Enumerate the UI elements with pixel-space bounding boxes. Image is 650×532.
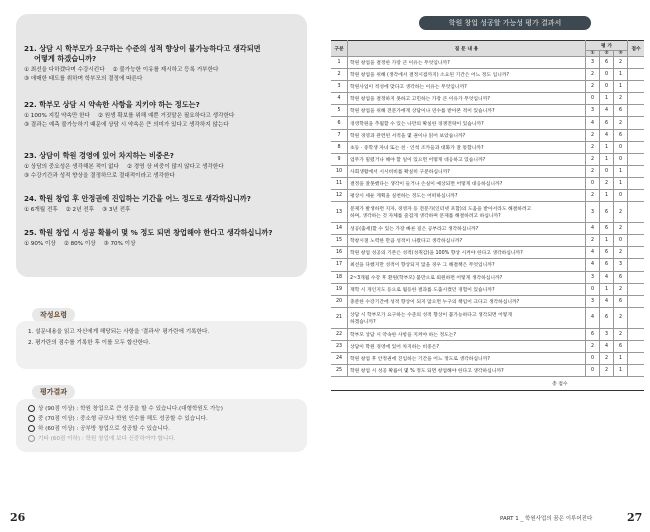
row-no: 1 [331, 57, 348, 69]
header-no: 구분 [331, 41, 348, 57]
option-text: 2년 전후 [72, 207, 95, 213]
row-no: 7 [331, 129, 348, 141]
option-3[interactable] [24, 121, 229, 130]
row-score: 2 [614, 328, 628, 340]
question-25 [24, 228, 299, 249]
option-text: 3년 전후 [108, 207, 131, 213]
row-score: 6 [600, 57, 614, 69]
row-score: 6 [600, 307, 614, 328]
header-sum: 점수 [628, 41, 645, 57]
row-question: 학원 창업 시 성공 확률이 몇 % 정도 되면 창업해야 한다고 생각하십니까? [348, 365, 586, 377]
question-24 [24, 194, 299, 215]
row-question: 학원 창업을 위해 (생각에서 결정시점까지) 소요된 기간은 어느 정도 입니까? [348, 69, 586, 81]
table-row [331, 69, 644, 81]
row-question: 충분한 수강기간에 성적 향상이 되지 않으면 누구의 책임이 크다고 생각하십니까? [348, 295, 586, 307]
row-score: 4 [600, 271, 614, 283]
table-row [331, 259, 644, 271]
row-sum-cell[interactable] [628, 328, 645, 340]
result-label: 평가결과 [32, 385, 75, 399]
row-score: 3 [586, 57, 600, 69]
option-3[interactable] [24, 172, 175, 181]
row-sum-cell[interactable] [628, 165, 645, 177]
row-score: 0 [586, 365, 600, 377]
row-score: 2 [586, 340, 600, 352]
row-question: 성공(출세)할 수 있는 가장 빠른 길은 공부라고 생각하십니까? [348, 223, 586, 235]
option-text: 90% 이상 [30, 241, 56, 247]
option-text: 100% 지킬 약속만 한다 [30, 113, 90, 119]
row-no: 22 [331, 328, 348, 340]
row-no: 14 [331, 223, 348, 235]
row-score: 2 [614, 283, 628, 295]
row-score: 6 [614, 295, 628, 307]
row-sum-cell[interactable] [628, 340, 645, 352]
table-row [331, 328, 644, 340]
option-mark: ③ [24, 173, 30, 179]
circle-bullet-icon [28, 425, 35, 432]
option-1[interactable] [24, 66, 105, 75]
option-text: 불가능한 이유를 제시하고 등록 거부한다 [119, 67, 219, 73]
option-1[interactable] [24, 163, 119, 172]
table-row [331, 129, 644, 141]
row-score: 3 [586, 271, 600, 283]
row-score: 0 [600, 69, 614, 81]
row-sum-cell[interactable] [628, 307, 645, 328]
row-no: 13 [331, 202, 348, 223]
option-3[interactable] [104, 240, 136, 249]
option-mark: ② [112, 67, 118, 73]
row-score: 1 [600, 283, 614, 295]
question-23 [24, 151, 299, 181]
row-score: 1 [600, 235, 614, 247]
row-score: 4 [586, 223, 600, 235]
row-score: 0 [586, 352, 600, 364]
row-score: 2 [614, 202, 628, 223]
table-row [331, 117, 644, 129]
question-box [16, 14, 307, 277]
row-question: 경영학원을 추월할 수 있는 나만의 확실한 경쟁전략이 있습니까? [348, 117, 586, 129]
row-no: 4 [331, 93, 348, 105]
row-score: 6 [600, 223, 614, 235]
row-question: 학원 경영과 관련된 서적을 몇 권이나 읽어 보았습니까? [348, 129, 586, 141]
row-no: 19 [331, 283, 348, 295]
option-2[interactable] [113, 66, 219, 75]
option-text: 수강기간과 성적 향상을 결정하므로 절대적이라고 생각한다 [30, 173, 175, 179]
row-sum-cell[interactable] [628, 190, 645, 202]
row-question: 재학 시 개인지도 등으로 월등한 결과를 도출시켰던 경험이 있습니까? [348, 283, 586, 295]
row-sum-cell[interactable] [628, 153, 645, 165]
row-no: 17 [331, 259, 348, 271]
row-question: 최선을 다했지만 성적이 향상되지 않을 경우 그 해결책은 무엇입니까? [348, 259, 586, 271]
row-score: 1 [614, 165, 628, 177]
right-page [325, 0, 650, 532]
row-score: 0 [614, 235, 628, 247]
table-row [331, 153, 644, 165]
table-row [331, 352, 644, 364]
result-text: 하 (60점 이상) : 공부방 창업으로 성공할 수 있습니다. [38, 426, 171, 432]
question-title-cont: 어떻게 하겠습니까? [34, 54, 97, 63]
table-row [331, 165, 644, 177]
result-line [16, 404, 307, 414]
row-score: 3 [586, 295, 600, 307]
row-question: 업무가 밀렸거나 해야 할 일이 있으면 어떻게 대응하고 있습니까? [348, 153, 586, 165]
row-score: 4 [600, 295, 614, 307]
table-row [331, 190, 644, 202]
row-sum-cell[interactable] [628, 105, 645, 117]
circle-bullet-icon [28, 435, 35, 442]
option-mark: ① [24, 241, 30, 247]
row-score: 6 [614, 129, 628, 141]
row-question: 학부모 상담 시 약속한 사항을 지켜야 하는 정도는? [348, 328, 586, 340]
result-line [16, 424, 307, 434]
row-sum-cell[interactable] [628, 69, 645, 81]
row-sum-cell[interactable] [628, 352, 645, 364]
guide-line: 2. 평가란의 점수를 기록한 후 이를 모두 합산한다. [28, 340, 151, 346]
row-question: 학창시절 노력한 만큼 성적이 나왔다고 생각하십니까? [348, 235, 586, 247]
row-score: 2 [614, 247, 628, 259]
option-text: 결과는 예측 불가능하기 때문에 상담 시 약속은 큰 의미가 있다고 생각하지 않는다 [30, 122, 229, 128]
option-2[interactable] [98, 112, 234, 121]
row-no: 18 [331, 271, 348, 283]
row-score: 6 [614, 340, 628, 352]
row-sum-cell[interactable] [628, 259, 645, 271]
row-question: 학원 창업을 결정한 가장 큰 이유는 무엇입니까? [348, 57, 586, 69]
row-score: 0 [586, 283, 600, 295]
row-question: 문제가 발생하면 지자, 경영자 등 전문가(인터넷 포함)의 도움을 받아서라도 해결하려고 하며, 생각하는 것 자체를 즐겁게 생각하며 문제를 해결하려고 하십니까? [348, 202, 586, 223]
row-no: 20 [331, 295, 348, 307]
row-no: 16 [331, 247, 348, 259]
row-no: 23 [331, 340, 348, 352]
row-score: 0 [586, 177, 600, 189]
row-sum-cell[interactable] [628, 365, 645, 377]
total-row [331, 377, 644, 391]
row-score: 1 [614, 365, 628, 377]
table-row [331, 105, 644, 117]
table-row [331, 141, 644, 153]
option-mark: ③ [103, 241, 109, 247]
option-1[interactable] [24, 240, 56, 249]
row-no: 25 [331, 365, 348, 377]
row-score: 0 [600, 81, 614, 93]
row-score: 1 [600, 190, 614, 202]
result-line [16, 434, 307, 444]
page-number-left: 26 [10, 511, 26, 524]
row-no: 9 [331, 153, 348, 165]
total-cell[interactable] [628, 377, 645, 391]
evaluation-table [331, 40, 644, 391]
row-question: 결정을 잘못했다는 생각이 들거나 손실이 예상되면 어떻게 대응하십니까? [348, 177, 586, 189]
table-row [331, 202, 644, 223]
row-question: 학원 창업 성공의 기본은 성적(성취감)을 100% 향상 시켜야 한다고 생각하십니까? [348, 247, 586, 259]
option-3[interactable] [24, 75, 142, 84]
row-sum-cell[interactable] [628, 235, 645, 247]
row-sum-cell[interactable] [628, 295, 645, 307]
question-21 [24, 44, 299, 84]
row-question: 학원사업이 적성에 맞다고 생각하는 이유는 무엇입니까? [348, 81, 586, 93]
page-number-right: 27 [627, 511, 643, 524]
row-sum-cell[interactable] [628, 81, 645, 93]
row-score: 0 [614, 141, 628, 153]
row-score: 2 [586, 153, 600, 165]
row-no: 15 [331, 235, 348, 247]
row-score: 4 [586, 247, 600, 259]
option-mark: ① [24, 207, 30, 213]
header-mark: ① [586, 51, 600, 57]
row-score: 6 [600, 247, 614, 259]
row-question: 학원 창업 후 안정권에 진입하는 기간을 어느 정도로 생각하십니까? [348, 352, 586, 364]
row-score: 2 [614, 117, 628, 129]
row-no: 24 [331, 352, 348, 364]
row-score: 1 [600, 141, 614, 153]
option-text: 최선을 다하겠다며 수강시킨다 [30, 67, 105, 73]
circle-bullet-icon [28, 405, 35, 412]
row-score: 1 [614, 81, 628, 93]
row-no: 11 [331, 177, 348, 189]
row-score: 2 [586, 69, 600, 81]
result-text: 기타 (60점 이하) : 학원 창업에 보다 신중하여야 합니다. [38, 436, 176, 442]
row-score: 4 [586, 307, 600, 328]
row-question: 2~3개월 수강 후 환원(학부모) 불만으로 퇴원하면 어떻게 생각하십니까? [348, 271, 586, 283]
row-score: 2 [586, 81, 600, 93]
guide-line: 1. 설문내용을 읽고 자신에게 해당되는 사항을 '결과서' 평가란에 기록한다. [28, 329, 210, 335]
header-question: 질 문 내 용 [348, 41, 586, 57]
option-mark: ② [65, 207, 71, 213]
question-title: 22. 학부모 상담 시 약속한 사항을 지키야 하는 정도는? [24, 100, 200, 109]
row-no: 10 [331, 165, 348, 177]
row-score: 2 [586, 165, 600, 177]
option-text: 애매한 태도를 취하며 학부모의 결정에 따른다 [30, 76, 143, 82]
row-score: 1 [614, 352, 628, 364]
row-question: 초등 · 중학생 자녀 또는 친 · 인척 조카들과 대화가 잘 통합니까? [348, 141, 586, 153]
option-mark: ① [24, 113, 30, 119]
row-score: 3 [586, 105, 600, 117]
page-footer: PART 1 _ 학원사업의 꿈은 이루어진다 [500, 516, 593, 522]
row-score: 2 [586, 141, 600, 153]
table-row [331, 177, 644, 189]
row-no: 21 [331, 307, 348, 328]
row-no: 2 [331, 69, 348, 81]
row-score: 2 [600, 365, 614, 377]
row-score: 2 [614, 93, 628, 105]
question-title: 24. 학원 창업 후 안정권에 진입하는 기간을 어느 정도로 생각하십니까? [24, 194, 251, 203]
table-row [331, 247, 644, 259]
row-sum-cell[interactable] [628, 283, 645, 295]
row-sum-cell[interactable] [628, 271, 645, 283]
row-score: 3 [586, 202, 600, 223]
result-text: 중 (70점 이상) : 중소형 규모나 학원 인수를 해도 성공할 수 있습니다. [38, 416, 208, 422]
header-eval: 평 가 [586, 41, 628, 51]
row-score: 6 [600, 117, 614, 129]
row-score: 2 [614, 307, 628, 328]
guide-box [16, 321, 307, 369]
table-row [331, 57, 644, 69]
row-question: 학원 창업을 위해 전문가에게 상담이나 연수를 받아본 적이 있습니까? [348, 105, 586, 117]
table-row [331, 283, 644, 295]
row-sum-cell[interactable] [628, 57, 645, 69]
row-score: 0 [614, 190, 628, 202]
row-no: 3 [331, 81, 348, 93]
row-score: 2 [586, 129, 600, 141]
option-mark: ① [24, 67, 30, 73]
row-question: 사회생활에서 시시비비를 확실히 구분하십니까? [348, 165, 586, 177]
option-mark: ② [126, 164, 132, 170]
row-score: 4 [600, 105, 614, 117]
row-score: 6 [600, 259, 614, 271]
option-mark: ② [97, 113, 103, 119]
option-1[interactable] [24, 112, 90, 121]
row-question: 상담 시 학부모가 요구하는 수준의 성적 향상이 불가능하다고 생각되면 어떻게 하겠습니까? [348, 307, 586, 328]
header-mark: ③ [614, 51, 628, 57]
option-mark: ③ [24, 76, 30, 82]
row-no: 6 [331, 117, 348, 129]
row-sum-cell[interactable] [628, 117, 645, 129]
table-row [331, 81, 644, 93]
result-text: 상 (90점 이상) : 학원 창업으로 큰 성공을 할 수 있습니다.(대형학원도 가능) [38, 406, 223, 412]
row-score: 6 [614, 105, 628, 117]
row-no: 8 [331, 141, 348, 153]
row-sum-cell[interactable] [628, 247, 645, 259]
option-3[interactable] [102, 206, 130, 215]
table-row [331, 365, 644, 377]
table-row [331, 340, 644, 352]
row-score: 4 [600, 129, 614, 141]
row-score: 6 [586, 328, 600, 340]
table-row [331, 295, 644, 307]
option-text: 80% 이상 [70, 241, 96, 247]
question-title: 21. 상담 시 학부모가 요구하는 수준의 성적 향상이 불가능하다고 생각되면 [24, 44, 261, 53]
option-mark: ① [24, 164, 30, 170]
header-mark: ② [600, 51, 614, 57]
option-text: 상담의 중요성은 생각해본 적이 없다 [30, 164, 119, 170]
table-row [331, 235, 644, 247]
option-2[interactable] [127, 163, 224, 172]
option-text: 6개월 전후 [30, 207, 58, 213]
option-2[interactable] [66, 206, 94, 215]
row-score: 4 [586, 259, 600, 271]
table-row [331, 271, 644, 283]
row-score: 4 [600, 340, 614, 352]
guide-label: 작성요령 [32, 308, 75, 322]
row-score: 1 [600, 93, 614, 105]
table-row [331, 93, 644, 105]
row-score: 2 [586, 235, 600, 247]
result-box [16, 399, 307, 452]
circle-bullet-icon [28, 415, 35, 422]
total-label: 총 점수 [331, 377, 628, 391]
row-sum-cell[interactable] [628, 141, 645, 153]
row-score: 0 [586, 93, 600, 105]
option-mark: ③ [102, 207, 108, 213]
row-score: 6 [600, 202, 614, 223]
row-no: 5 [331, 105, 348, 117]
question-title: 23. 상담이 학원 경영에 있어 차지하는 비중은? [24, 151, 174, 160]
row-question: 평상시 세운 계획을 실천하는 정도는 어떠하십니까? [348, 190, 586, 202]
option-text: 원생 확보를 위해 예쁜 거짓말은 필요하다고 생각한다 [104, 113, 235, 119]
row-sum-cell[interactable] [628, 129, 645, 141]
result-line [16, 414, 307, 424]
row-sum-cell[interactable] [628, 93, 645, 105]
row-question: 학원 창업을 결정하지 못하고 고민하는 가장 큰 이유가 무엇입니까? [348, 93, 586, 105]
row-sum-cell[interactable] [628, 223, 645, 235]
option-text: 경영 상 비중이 많지 않다고 생각한다 [133, 164, 224, 170]
row-score: 2 [600, 177, 614, 189]
row-score: 3 [614, 259, 628, 271]
row-score: 0 [600, 165, 614, 177]
option-mark: ② [63, 241, 69, 247]
row-no: 12 [331, 190, 348, 202]
row-score: 6 [614, 271, 628, 283]
row-score: 1 [600, 153, 614, 165]
row-score: 3 [600, 328, 614, 340]
evaluation-title: 학원 창업 성공할 가능성 평가 결과서 [419, 16, 591, 30]
row-sum-cell[interactable] [628, 177, 645, 189]
option-mark: ③ [24, 122, 30, 128]
option-1[interactable] [24, 206, 58, 215]
row-score: 2 [614, 57, 628, 69]
table-row [331, 223, 644, 235]
row-score: 1 [614, 69, 628, 81]
question-title: 25. 학원 창업 시 성공 확률이 몇 % 정도 되면 창업해야 한다고 생각하십니까? [24, 228, 273, 237]
row-score: 1 [614, 177, 628, 189]
option-text: 70% 이상 [110, 241, 136, 247]
option-2[interactable] [64, 240, 96, 249]
row-score: 2 [614, 223, 628, 235]
row-score: 2 [586, 190, 600, 202]
row-score: 4 [586, 117, 600, 129]
row-question: 상담이 학원 경영에 있어 차지하는 비중은? [348, 340, 586, 352]
table-row [331, 307, 644, 328]
row-score: 0 [614, 153, 628, 165]
question-22 [24, 100, 299, 130]
row-sum-cell[interactable] [628, 202, 645, 223]
row-score: 2 [600, 352, 614, 364]
